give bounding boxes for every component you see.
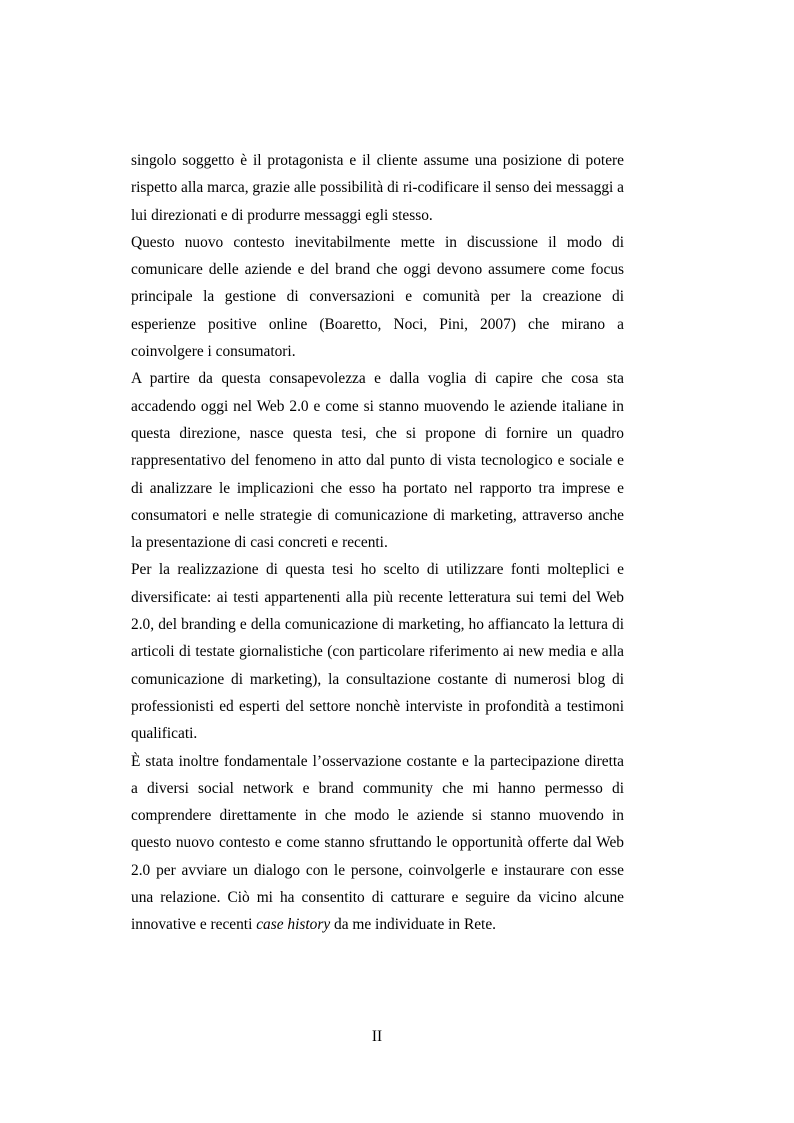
page-number: II [371, 1028, 383, 1045]
paragraph-5-text-start: È stata inoltre fondamentale l’osservazione costante e la partecipazione diretta a diversi social network e brand community che mi hanno permesso di comprendere direttamente in che modo le aziende si stanno muovendo in questo nuovo contesto e come stanno sfruttando le opportunità offerte dal Web 2.0 per avviare un dialogo con le persone, coinvolgerle e instaurare con esse una relazione. Ciò mi ha consentito di catturare e seguire da vicino alcune innovative e recenti [131, 752, 624, 934]
page-body [131, 147, 624, 939]
paragraph-5 [131, 748, 624, 939]
paragraph-1: singolo soggetto è il protagonista e il cliente assume una posizione di potere rispetto alla marca, grazie alle possibilità di ri-codificare il senso dei messaggi a lui direzionati e di produrre messaggi egli stesso. [131, 152, 624, 224]
paragraph-2: Questo nuovo contesto inevitabilmente mette in discussione il modo di comunicare delle aziende e del brand che oggi devono assumere come focus principale la gestione di conversazioni e comunità per la creazione di esperienze positive online (Boaretto, Noci, Pini, 2007) che mirano a coinvolgere i consumatori. [131, 233, 624, 361]
paragraph-4: Per la realizzazione di questa tesi ho scelto di utilizzare fonti molteplici e diversificate: ai testi appartenenti alla più recente letteratura sui temi del Web 2.0, del branding e della comunicazione di marketing, ho affiancato la lettura di articoli di testate giornalistiche (con particolare riferimento ai new media e alla comunicazione di marketing), la consultazione costante di numerosi blog di professionisti ed esperti del settore nonchè interviste in profondità a testimoni qualificati. [131, 561, 624, 743]
paragraph-5-text-end: da me individuate in Rete. [330, 916, 497, 934]
paragraph-3: A partire da questa consapevolezza e dalla voglia di capire che cosa sta accadendo oggi nel Web 2.0 e come si stanno muovendo le aziende italiane in questa direzione, nasce questa tesi, che si propone di fornire un quadro rappresentativo del fenomeno in atto dal punto di vista tecnologico e sociale e di analizzare le implicazioni che esso ha portato nel rapporto tra imprese e consumatori e nelle strategie di comunicazione di marketing, attraverso anche la presentazione di casi concreti e recenti. [131, 370, 624, 552]
case-history-italic: case history [256, 916, 331, 934]
